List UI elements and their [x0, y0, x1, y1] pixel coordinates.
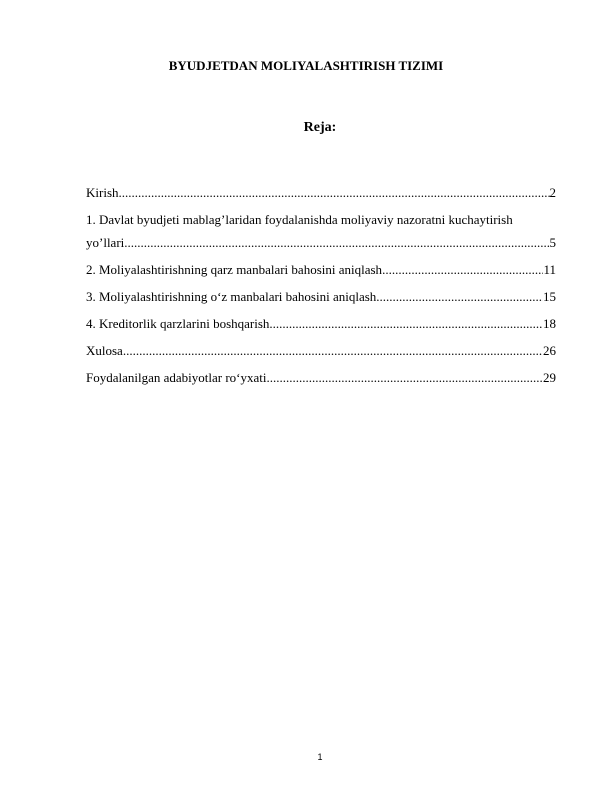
toc-dot-leader — [376, 287, 543, 306]
toc-dot-leader — [382, 260, 543, 279]
toc-line — [86, 183, 556, 202]
toc-entry-page: 18 — [543, 316, 556, 331]
plan-heading: Reja: — [303, 120, 337, 135]
toc-entry-text-line-2: yo’llari — [86, 235, 125, 250]
toc-entry-text: Foydalanilgan adabiyotlar ro‘yxati — [86, 370, 267, 385]
toc-dot-leader — [267, 368, 543, 387]
toc-entry-text: Xulosa — [86, 343, 123, 358]
toc-dot-leader — [124, 233, 549, 252]
toc-line — [86, 287, 556, 306]
toc-entry-page: 2 — [549, 185, 556, 200]
toc-entry-references — [86, 368, 556, 387]
toc-entry-introduction — [86, 183, 556, 202]
toc-entry-page: 11 — [543, 262, 556, 277]
toc-entry-text: 4. Kreditorlik qarzlarini boshqarish — [86, 316, 270, 331]
table-of-contents — [86, 183, 556, 395]
toc-line — [86, 341, 556, 360]
toc-entry-text: 3. Moliyalashtirishning o‘z manbalari bahosini aniqlash — [86, 289, 377, 304]
toc-entry-text-line-1: 1. Davlat byudjeti mablag’laridan foydalanishda moliyaviy nazoratni kuchaytirish — [86, 212, 513, 227]
toc-line — [86, 314, 556, 333]
toc-entry-page: 29 — [543, 370, 556, 385]
document-title: BYUDJETDAN MOLIYALASHTIRISH TIZIMI — [168, 58, 444, 73]
toc-dot-leader — [119, 183, 550, 202]
toc-entry-section-2 — [86, 260, 556, 279]
toc-dot-leader — [123, 341, 543, 360]
toc-entry-section-4 — [86, 314, 556, 333]
toc-line — [86, 260, 556, 279]
toc-entry-page: 26 — [543, 343, 556, 358]
toc-entry-section-3 — [86, 287, 556, 306]
toc-entry-section-1 — [86, 210, 556, 252]
toc-entry-text: Kirish — [86, 185, 119, 200]
toc-entry-conclusion — [86, 341, 556, 360]
toc-entry-text: 2. Moliyalashtirishning qarz manbalari bahosini aniqlash — [86, 262, 383, 277]
toc-dot-leader — [269, 314, 543, 333]
toc-line — [86, 368, 556, 387]
toc-entry-page: 5 — [549, 235, 556, 250]
page-number: 1 — [317, 752, 323, 762]
toc-entry-page: 15 — [543, 289, 556, 304]
toc-line — [86, 233, 556, 252]
